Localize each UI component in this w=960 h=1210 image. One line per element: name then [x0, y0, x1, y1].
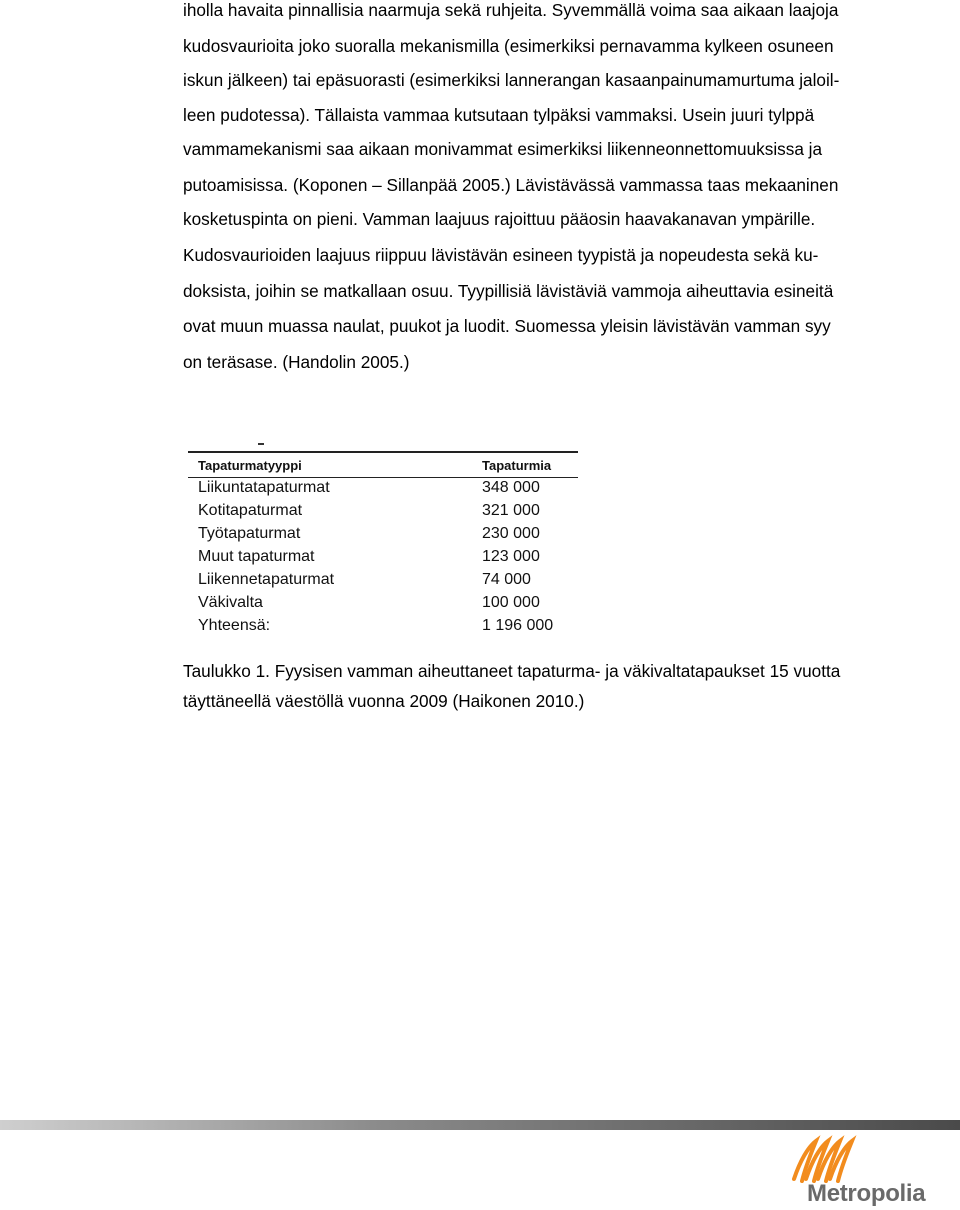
cell-type: Kotitapaturmat	[198, 502, 303, 519]
paragraph-line: on teräsase. (Handolin 2005.)	[183, 352, 410, 372]
paragraph-line: ovat muun muassa naulat, puukot ja luodit. Suomessa yleisin lävistävän vamman syy	[183, 316, 831, 336]
cell-count: 123 000	[482, 548, 540, 565]
paragraph-line: putoamisissa. (Koponen – Sillanpää 2005.) Lävistävässä vammassa taas mekaaninen	[183, 175, 839, 195]
paragraph-line: kudosvaurioita joko suoralla mekanismilla (esimerkiksi pernavamma kylkeen osuneen	[183, 36, 834, 56]
cell-type: Muut tapaturmat	[198, 548, 315, 565]
metropolia-logo-text: Metropolia	[807, 1180, 926, 1207]
cell-type: Liikennetapaturmat	[198, 571, 335, 588]
table-mark	[258, 443, 264, 445]
paragraph-line: iholla havaita pinnallisia naarmuja sekä ruhjeita. Syvemmällä voima saa aikaan laajoja	[183, 0, 839, 20]
table-row	[188, 478, 578, 501]
cell-type: Työtapaturmat	[198, 525, 301, 542]
paragraph-line: vammamekanismi saa aikaan monivammat esimerkiksi liikenneonnettomuuksissa ja	[183, 139, 823, 159]
cell-count: 74 000	[482, 571, 531, 588]
table-row	[188, 616, 578, 639]
paragraph-line: leen pudotessa). Tällaista vammaa kutsutaan tylpäksi vammaksi. Usein juuri tylppä	[183, 105, 815, 125]
table-header	[188, 451, 578, 478]
cell-type: Väkivalta	[198, 594, 263, 611]
cell-count: 321 000	[482, 502, 540, 519]
table-row	[188, 593, 578, 616]
cell-type: Yhteensä:	[198, 617, 271, 634]
paragraph-line: iskun jälkeen) tai epäsuorasti (esimerkiksi lannerangan kasaanpainumamurtuma jaloil-	[183, 70, 840, 90]
paragraph-line: doksista, joihin se matkallaan osuu. Tyypillisiä lävistäviä vammoja aiheuttavia esineitä	[183, 281, 834, 301]
cell-type: Liikuntatapaturmat	[198, 479, 330, 496]
paragraph-line: kosketuspinta on pieni. Vamman laajuus rajoittuu pääosin haavakanavan ympärille.	[183, 209, 816, 229]
caption-line: Taulukko 1. Fyysisen vamman aiheuttaneet tapaturma- ja väkivaltatapaukset 15 vuotta	[183, 661, 841, 681]
table-row	[188, 547, 578, 570]
header-count: Tapaturmia	[482, 458, 552, 473]
cell-count: 100 000	[482, 594, 540, 611]
caption-line: täyttäneellä väestöllä vuonna 2009 (Haikonen 2010.)	[183, 691, 585, 711]
cell-count: 230 000	[482, 525, 540, 542]
table-row	[188, 524, 578, 547]
table-row	[188, 501, 578, 524]
header-type: Tapaturmatyyppi	[198, 458, 302, 473]
table-row	[188, 570, 578, 593]
accident-table	[188, 438, 580, 642]
footer-bar	[0, 1120, 960, 1130]
cell-count: 348 000	[482, 479, 540, 496]
paragraph-line: Kudosvaurioiden laajuus riippuu lävistävän esineen tyypistä ja nopeudesta sekä ku-	[183, 245, 819, 265]
cell-count: 1 196 000	[482, 617, 554, 634]
